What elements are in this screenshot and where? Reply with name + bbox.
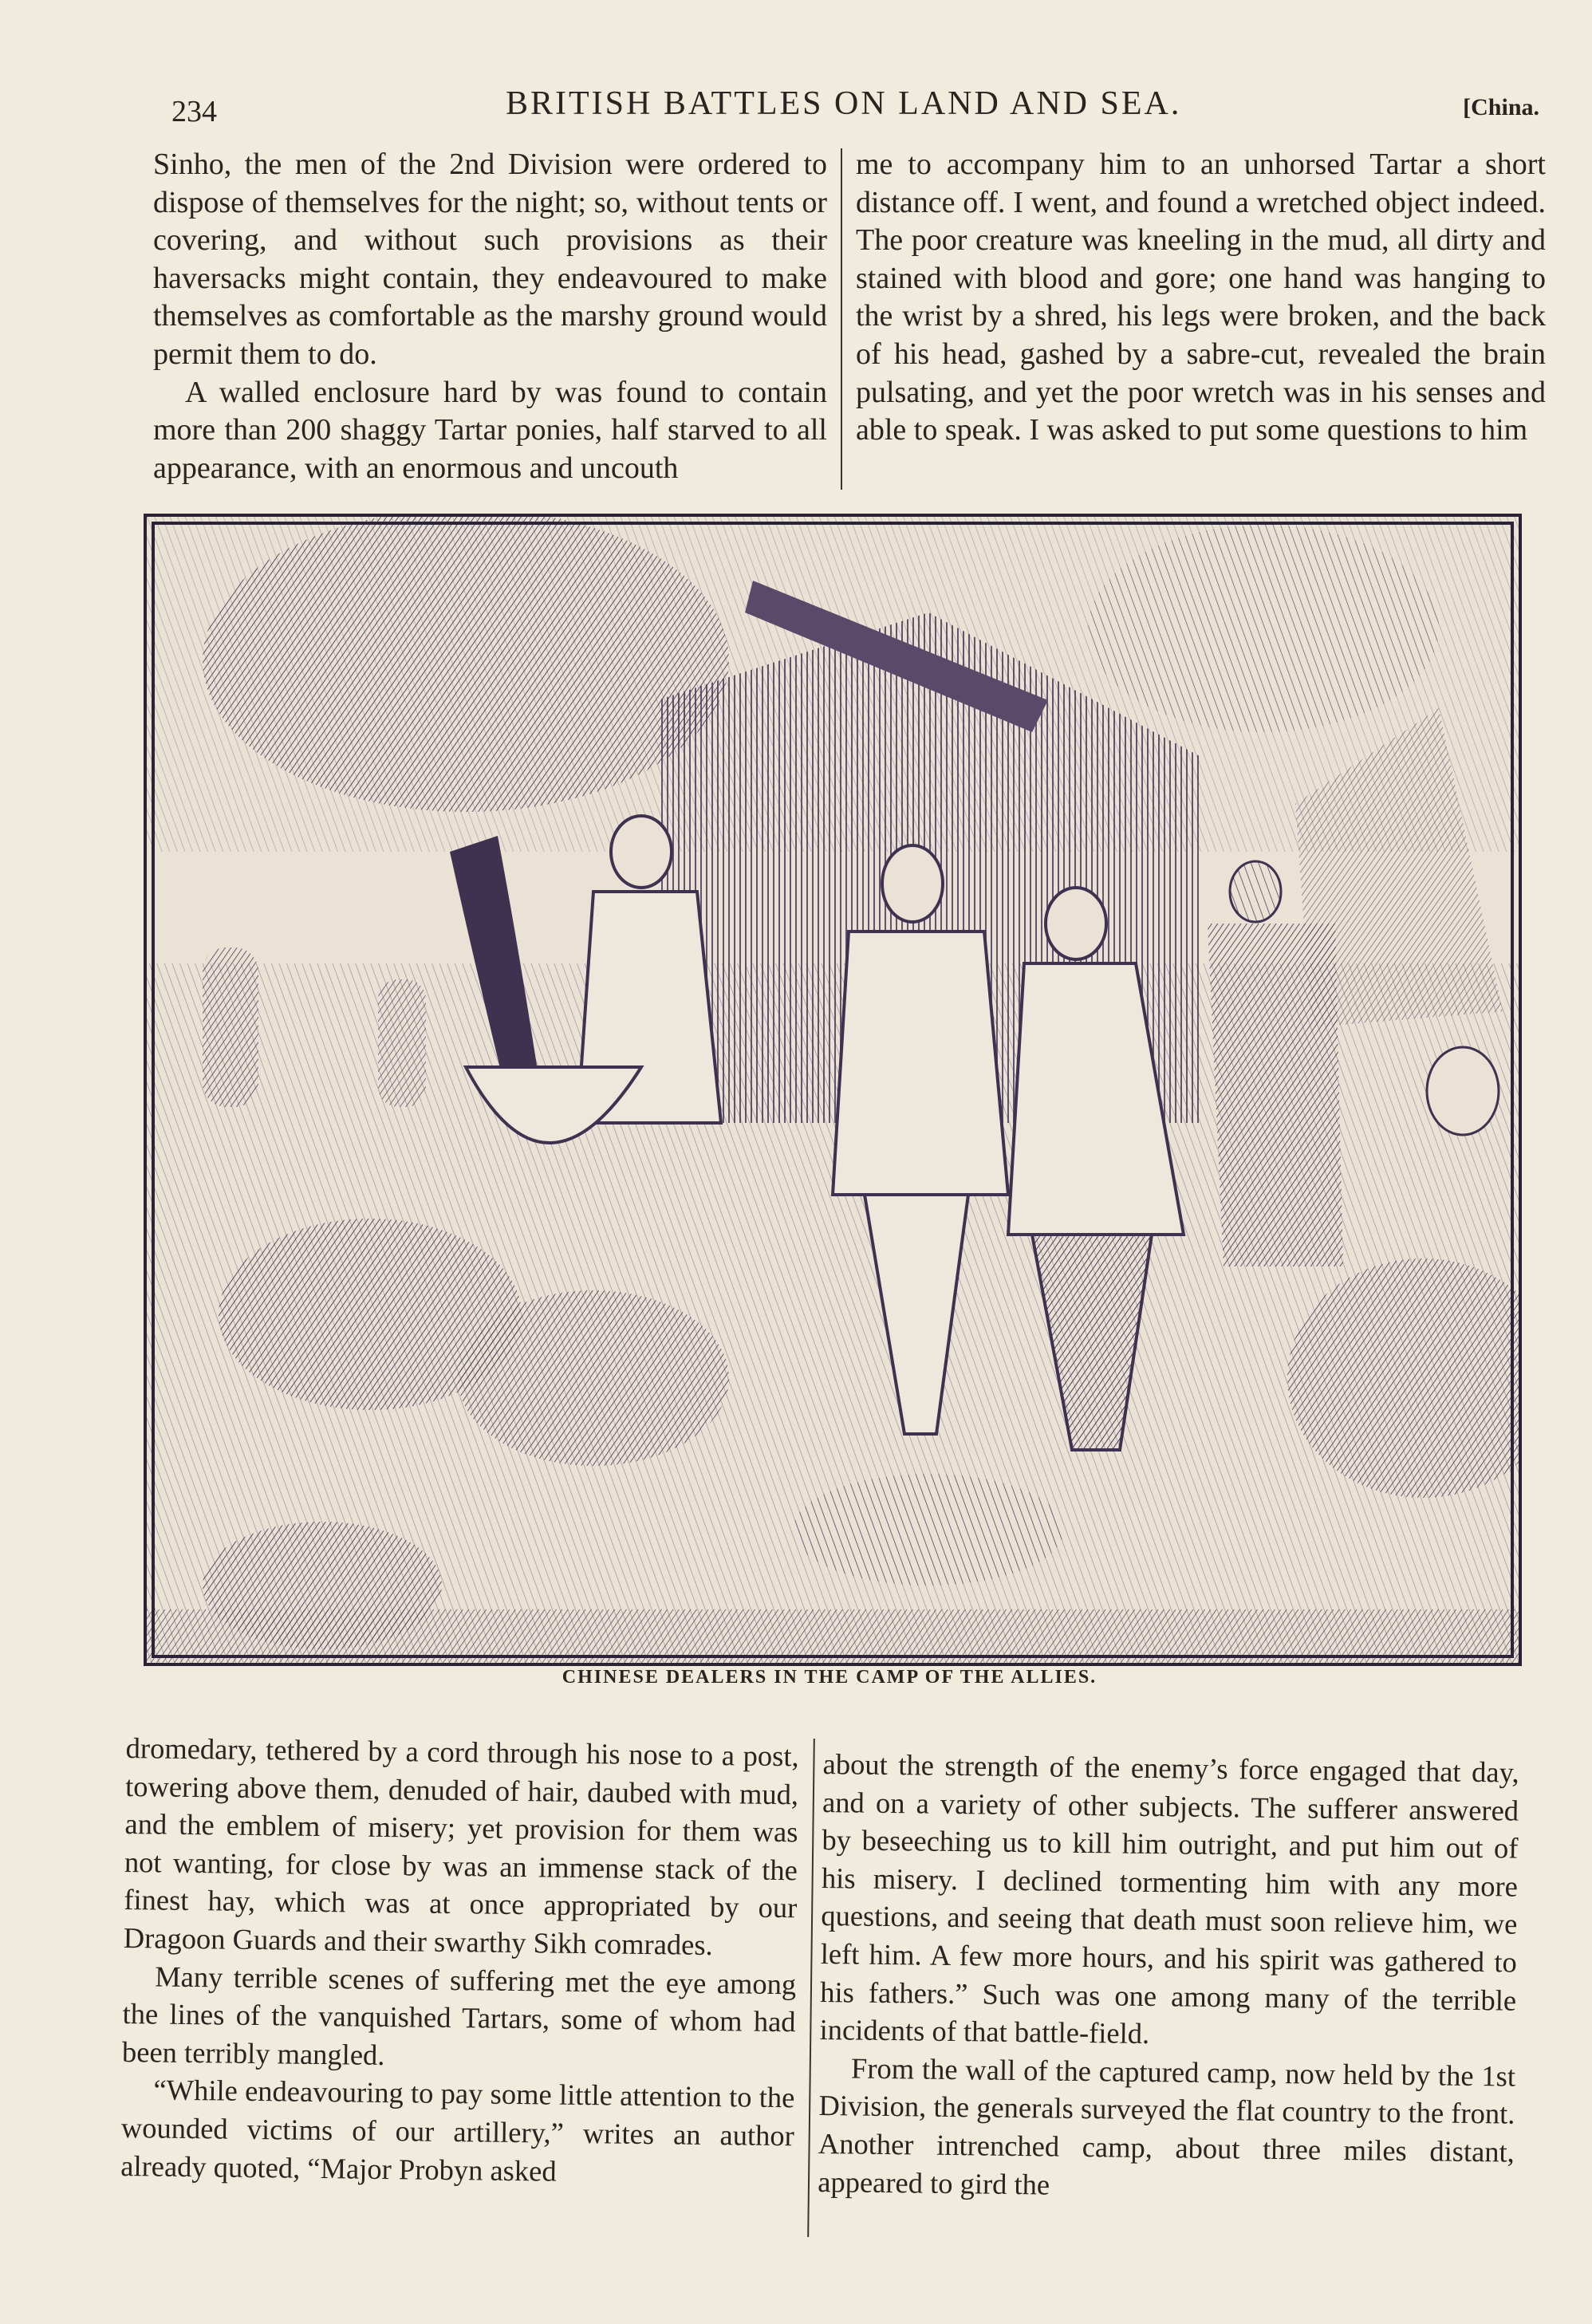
paragraph: “While endeavouring to pay some little attention to the wounded victims of our artillery,” writes an author already quoted, “Major Probyn asked	[120, 2073, 795, 2188]
text-column-bottom-right	[818, 1745, 1519, 2209]
paragraph: dromedary, tethered by a cord through his nose to a post, towering above them, denuded of hair, daubed with mud, and the emblem of misery; yet provision for them was not wanting, for close by was an immense stack of the finest hay, which was at once appropriated by our Dragoon Guards and their swarthy Sikh comrades.	[123, 1731, 799, 1961]
paragraph: me to accompany him to an unhorsed Tartar a short distance off. I went, and found a wretched object indeed. The poor creature was kneeling in the mud, all dirty and stained with blood and gore; one hand was hanging to the wrist by a shred, his legs were broken, and the back of his head, gashed by a sabre-cut, revealed the brain pulsating, and yet the poor wretch was in his senses and able to speak. I was asked to put some questions to him	[856, 148, 1546, 447]
engraving-illustration	[144, 514, 1522, 1666]
paragraph: Many terrible scenes of suffering met the eye among the lines of the vanquished Tartars, some of whom had been terribly mangled.	[121, 1960, 797, 2071]
paragraph: A walled enclosure hard by was found to contain more than 200 shaggy Tartar ponies, half starved to all appearance, with an enormous and uncouth	[153, 375, 827, 485]
paragraph: From the wall of the captured camp, now held by the 1st Division, the generals surveyed the flat country to the front. Another intrenched camp, about three miles distant, appeared to gird the	[818, 2051, 1516, 2201]
section-label: [China.	[1463, 94, 1539, 120]
column-rule	[841, 148, 842, 490]
running-title: BRITISH BATTLES ON LAND AND SEA.	[506, 85, 1182, 122]
page-number: 234	[171, 95, 217, 128]
page-header	[167, 80, 1539, 128]
engraving-drawing	[147, 517, 1519, 1663]
text-column-top-left	[153, 146, 827, 487]
text-column-bottom-left	[120, 1729, 799, 2192]
paragraph: about the strength of the enemy’s force engaged that day, and on a variety of other subjects. The sufferer answered by beseeching us to kill him outright, and put him out of his misery. I declined tormenting him with any more questions, and seeing that death must soon relieve him, we left him. A few more hours, and his spirit was gathered to his fathers.” Such was one among many of the terrible incidents of that battle-field.	[819, 1747, 1519, 2050]
text-column-top-right	[856, 146, 1546, 450]
paragraph: Sinho, the men of the 2nd Division were ordered to dispose of themselves for the night; so, without tents or covering, and without such provisions as their haversacks might contain, they endeavoured to make themselves as comfortable as the marshy ground would permit them to do.	[153, 148, 827, 371]
column-rule	[807, 1739, 815, 2237]
figure-caption: CHINESE DEALERS IN THE CAMP OF THE ALLIES.	[562, 1667, 1097, 1688]
